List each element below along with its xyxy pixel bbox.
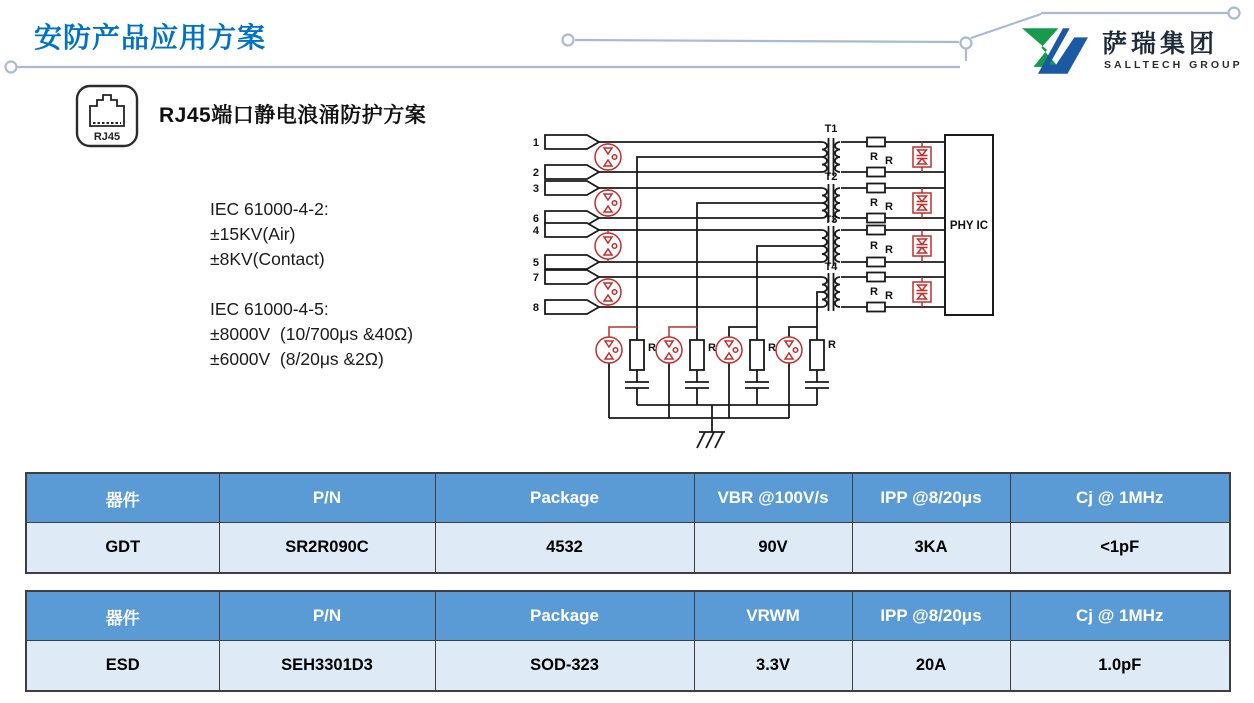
resistor-label: R xyxy=(870,151,878,163)
pin-label: 5 xyxy=(532,257,539,269)
column-header: Package xyxy=(435,473,694,523)
column-header: 器件 xyxy=(26,591,219,641)
resistor-label: R xyxy=(708,342,716,354)
column-header: VRWM xyxy=(694,591,852,641)
pin-label: 3 xyxy=(532,183,539,195)
table-cell: 1.0pF xyxy=(1010,641,1230,692)
resistor-label: R xyxy=(885,201,893,213)
spec-line xyxy=(210,272,413,297)
spec-line: ±8KV(Contact) xyxy=(210,249,325,269)
spec-line: ±6000V (8/20μs &2Ω) xyxy=(210,349,384,369)
table-cell: 4532 xyxy=(435,523,694,574)
pin-label: 2 xyxy=(532,167,539,179)
resistor-label: R xyxy=(768,342,776,354)
logo-mark-icon xyxy=(1018,26,1092,76)
iec-spec-text xyxy=(210,197,413,372)
rj45-icon xyxy=(75,84,139,148)
transformer-label: T3 xyxy=(824,214,838,226)
pin-label: 8 xyxy=(532,302,539,314)
column-header: P/N xyxy=(219,591,435,641)
spec-line: IEC 61000-4-5: xyxy=(210,299,329,319)
resistor-label: R xyxy=(828,339,836,351)
column-header: IPP @8/20μs xyxy=(852,473,1010,523)
circuit-diagram xyxy=(525,118,1005,463)
logo-company-name: 萨瑞集团 xyxy=(1102,30,1219,58)
resistor-label: R xyxy=(885,155,893,167)
table-cell: SEH3301D3 xyxy=(219,641,435,692)
table-cell: SOD-323 xyxy=(435,641,694,692)
table-cell: <1pF xyxy=(1010,523,1230,574)
spec-line: ±15KV(Air) xyxy=(210,224,296,244)
column-header: IPP @8/20μs xyxy=(852,591,1010,641)
resistor-label: R xyxy=(870,240,878,252)
table-cell: GDT xyxy=(26,523,219,574)
spec-line: ±8000V (10/700μs &40Ω) xyxy=(210,324,414,344)
logo-company-name-en: SALLTECH GROUP xyxy=(1104,59,1243,71)
pin-label: 4 xyxy=(532,225,539,237)
transformer-label: T1 xyxy=(824,123,838,135)
table-cell: 90V xyxy=(694,523,852,574)
pin-label: 7 xyxy=(532,272,539,284)
table-row xyxy=(26,641,1230,692)
resistor-label: R xyxy=(870,197,878,209)
page-title: 安防产品应用方案 xyxy=(34,22,267,53)
transformer-label: T2 xyxy=(824,171,838,183)
column-header: Cj @ 1MHz xyxy=(1010,591,1230,641)
transformer-label: T4 xyxy=(824,261,838,273)
column-header: 器件 xyxy=(26,473,219,523)
table-cell: ESD xyxy=(26,641,219,692)
column-header: Cj @ 1MHz xyxy=(1010,473,1230,523)
phy-ic-label: PHY IC xyxy=(949,220,989,232)
table-cell: SR2R090C xyxy=(219,523,435,574)
resistor-label: R xyxy=(885,290,893,302)
table-cell: 3KA xyxy=(852,523,1010,574)
esd-spec-table xyxy=(25,590,1231,692)
table-row xyxy=(26,523,1230,574)
column-header: Package xyxy=(435,591,694,641)
table-cell: 3.3V xyxy=(694,641,852,692)
pin-label: 6 xyxy=(532,213,539,225)
gdt-spec-table xyxy=(25,472,1231,574)
resistor-label: R xyxy=(648,342,656,354)
spec-line: IEC 61000-4-2: xyxy=(210,199,329,219)
company-logo xyxy=(1010,22,1245,82)
pin-label: 1 xyxy=(532,137,539,149)
resistor-label: R xyxy=(870,286,878,298)
table-cell: 20A xyxy=(852,641,1010,692)
column-header: P/N xyxy=(219,473,435,523)
column-header: VBR @100V/s xyxy=(694,473,852,523)
rj45-icon-label: RJ45 xyxy=(93,131,121,143)
resistor-label: R xyxy=(885,244,893,256)
section-title: RJ45端口静电浪涌防护方案 xyxy=(159,104,427,127)
